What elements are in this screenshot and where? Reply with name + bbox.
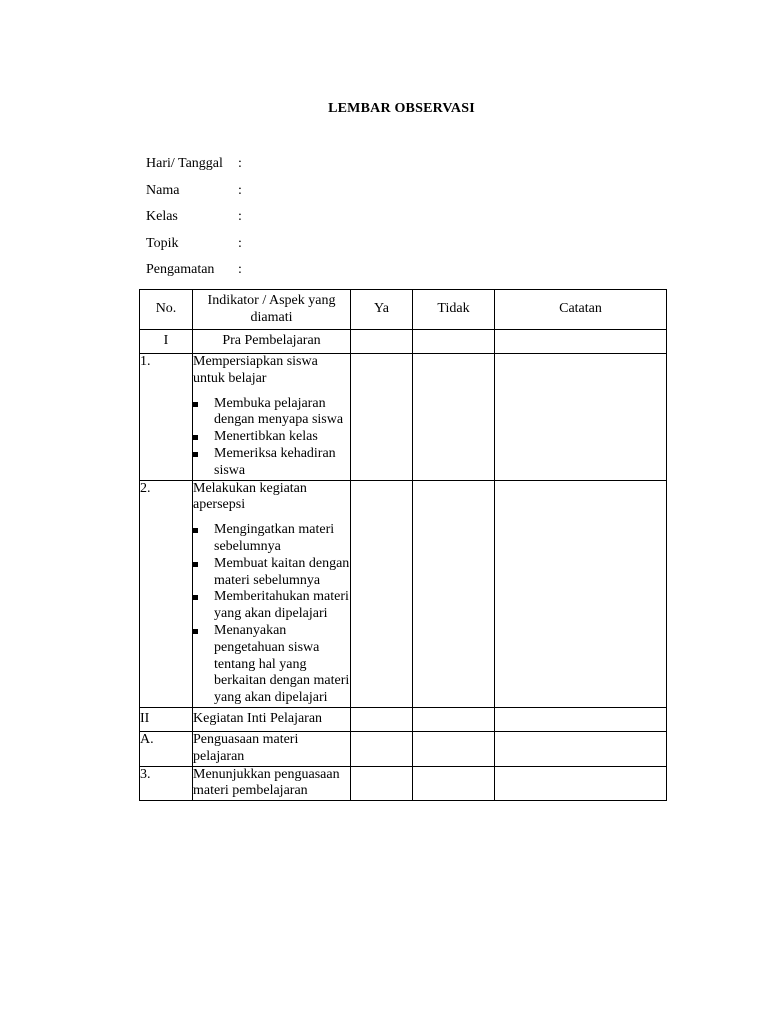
table-row (140, 731, 667, 766)
row-number: II (140, 707, 193, 731)
list-item (193, 446, 350, 480)
row-indicator (193, 480, 351, 707)
square-bullet-icon (193, 402, 198, 407)
square-bullet-icon (193, 629, 198, 634)
square-bullet-icon (193, 452, 198, 457)
header-catatan: Catatan (495, 290, 667, 330)
field-label: Pengamatan (146, 262, 215, 278)
header-indicator: Indikator / Aspek yang diamati (193, 290, 351, 330)
cell-catatan (495, 766, 667, 801)
indicator-heading: Melakukan kegiatan apersepsi (193, 480, 307, 513)
cell-tidak (413, 330, 495, 354)
row-indicator: Kegiatan Inti Pelajaran (193, 707, 351, 731)
list-item-text: Memberitahukan materi yang akan dipelajari (214, 589, 349, 622)
list-item (193, 589, 350, 623)
field-colon: : (238, 235, 242, 251)
cell-ya (351, 731, 413, 766)
row-indicator: Penguasaan materi pelajaran (193, 731, 351, 766)
row-indicator: Pra Pembelajaran (193, 330, 351, 354)
field-colon: : (238, 209, 242, 225)
square-bullet-icon (193, 595, 198, 600)
cell-ya (351, 354, 413, 481)
bullet-list (193, 522, 350, 707)
list-item (193, 429, 350, 446)
row-number: 3. (140, 766, 193, 801)
list-item (193, 396, 350, 430)
table-row (140, 354, 667, 481)
row-number: A. (140, 731, 193, 766)
cell-ya (351, 330, 413, 354)
cell-tidak (413, 707, 495, 731)
table-row (140, 707, 667, 731)
field-colon: : (238, 156, 242, 171)
row-number: 2. (140, 480, 193, 707)
list-item-text: Menanyakan pengetahuan siswa tentang hal yang berkaitan dengan materi yang akan dipelajari (214, 622, 350, 706)
header-ya: Ya (351, 290, 413, 330)
table-row (140, 766, 667, 801)
list-item (193, 623, 350, 707)
list-item-text: Membuka pelajaran dengan menyapa siswa (214, 395, 344, 428)
table-row (140, 480, 667, 707)
cell-catatan (495, 731, 667, 766)
cell-tidak (413, 731, 495, 766)
field-label: Topik (146, 235, 179, 251)
list-item (193, 556, 350, 590)
field-colon: : (238, 262, 242, 278)
cell-ya (351, 766, 413, 801)
field-label: Hari/ Tanggal (146, 156, 223, 171)
indicator-heading: Mempersiapkan siswa untuk belajar (193, 354, 318, 386)
cell-catatan (495, 707, 667, 731)
row-number: 1. (140, 354, 193, 481)
row-indicator (193, 354, 351, 481)
row-indicator: Menunjukkan penguasaan materi pembelajaran (193, 766, 351, 801)
row-number: I (140, 330, 193, 354)
list-item-text: Mengingatkan materi sebelumnya (214, 522, 335, 554)
table-header-row (140, 290, 667, 330)
field-colon: : (238, 182, 242, 198)
table-row (140, 330, 667, 354)
bullet-list (193, 396, 350, 480)
square-bullet-icon (193, 435, 198, 440)
cell-ya (351, 707, 413, 731)
document-title: LEMBAR OBSERVASI (328, 101, 475, 116)
header-tidak: Tidak (413, 290, 495, 330)
list-item-text: Menertibkan kelas (214, 429, 318, 445)
cell-catatan (495, 330, 667, 354)
square-bullet-icon (193, 528, 198, 533)
list-item (193, 522, 350, 556)
cell-tidak (413, 354, 495, 481)
observation-table (139, 289, 667, 801)
cell-catatan (495, 480, 667, 707)
field-label: Kelas (146, 209, 178, 225)
header-no: No. (140, 290, 193, 330)
cell-tidak (413, 480, 495, 707)
cell-ya (351, 480, 413, 707)
list-item-text: Membuat kaitan dengan materi sebelumnya (214, 555, 350, 588)
list-item-text: Memeriksa kehadiran siswa (214, 445, 336, 478)
cell-catatan (495, 354, 667, 481)
cell-tidak (413, 766, 495, 801)
square-bullet-icon (193, 562, 198, 567)
field-label: Nama (146, 182, 180, 198)
